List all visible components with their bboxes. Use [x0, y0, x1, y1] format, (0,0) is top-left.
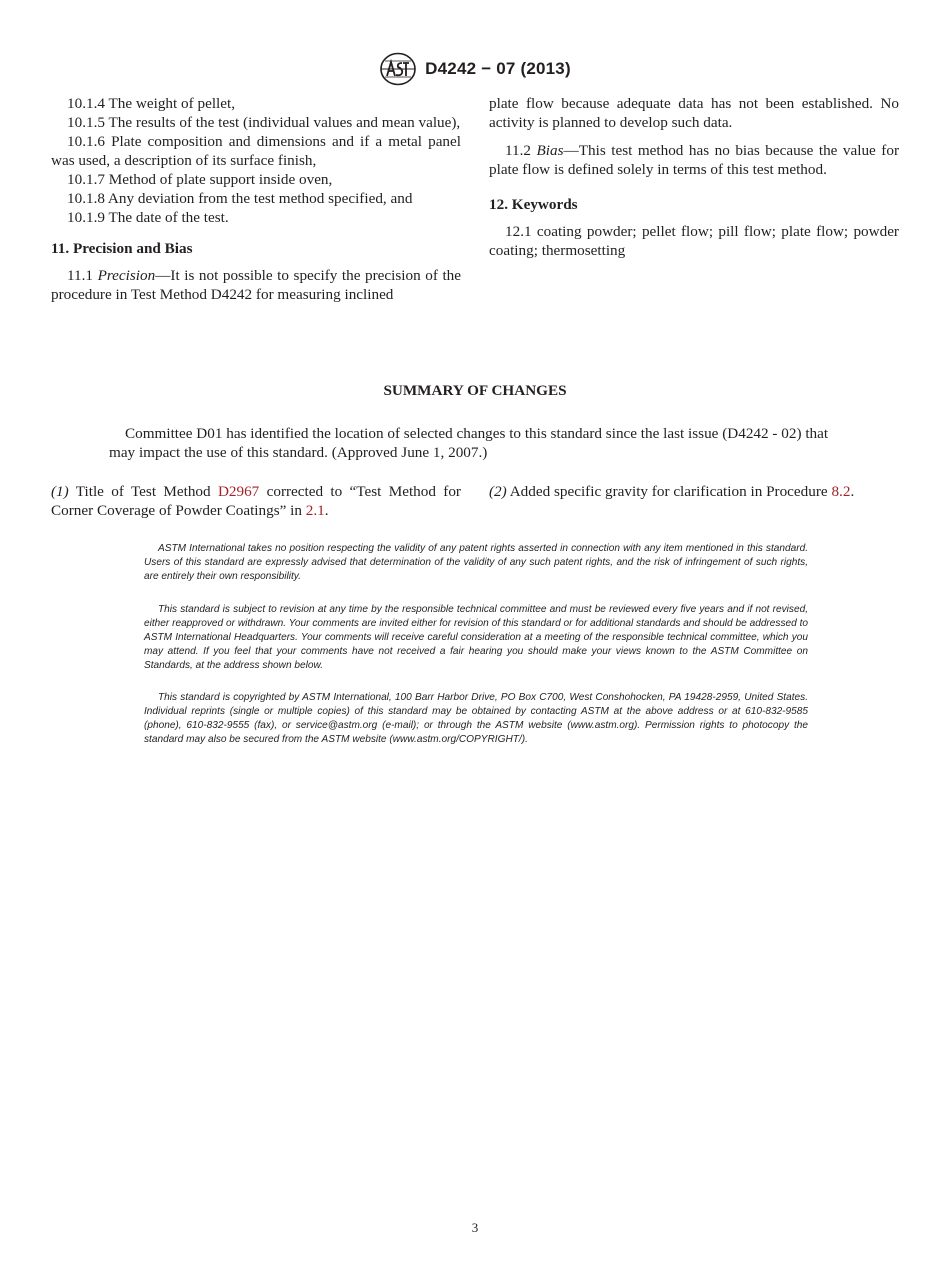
- item-10-1-5: 10.1.5 The results of the test (individual values and mean value),: [67, 114, 461, 131]
- paragraph-12-1: 12.1 coating powder; pellet flow; pill flow; plate flow; powder coating; thermosetting: [489, 223, 899, 259]
- change-2-end: .: [850, 483, 855, 500]
- change-1-end: .: [324, 502, 329, 519]
- paragraph-11-1-number: 11.1: [67, 267, 94, 284]
- revision-notice-text: This standard is subject to revision at any time by the responsible technical committee and must be reviewed every five years and if not revised, either reapproved or withdrawn. Your comments are invited either for revision of this standard or for additional standards and should be addressed to ASTM International Headquarters. Your comments will receive careful consideration at a meeting of the responsible technical committee, which you may attend. If you feel that your comments have not received a fair hearing you should make your views known to the ASTM Committee on Standards, at the address shown below.: [144, 604, 808, 671]
- change-item-1: [51, 482, 461, 520]
- paragraph-11-1-text: —It is not possible to specify the precision of the procedure in Test Method D4242 for measuring inclined: [51, 267, 461, 303]
- change-2-text: [489, 482, 899, 501]
- standard-designation: D4242 − 07 (2013): [425, 59, 571, 78]
- paragraph-11-2: [489, 141, 899, 179]
- summary-intro: [109, 424, 849, 462]
- change-item-2: [489, 482, 899, 501]
- section-8-2-link[interactable]: 8.2: [831, 483, 851, 500]
- summary-intro-text: Committee D01 has identified the location of selected changes to this standard since the last issue (D4242 - 02) that may impact the use of this standard. (Approved June 1, 2007.): [109, 425, 829, 461]
- summary-of-changes-title: SUMMARY OF CHANGES: [383, 382, 567, 399]
- item-10-1-7: 10.1.7 Method of plate support inside oven,: [67, 171, 333, 188]
- copyright-notice-text: This standard is copyrighted by ASTM International, 100 Barr Harbor Drive, PO Box C700, West Conshohocken, PA 19428-2959, United States. Individual reprints (single or multiple copies) of this standard may be obtained by contacting ASTM at the above address or at 610-832-9585 (phone), 610-832-9555 (fax), or service@astm.org (e-mail); or through the ASTM website (www.astm.org). Permission rights to photocopy the standard may also be secured from the ASTM website (www.astm.org/COPYRIGHT/).: [144, 692, 808, 745]
- paragraph-11-1: [51, 266, 461, 304]
- copyright-notice: [144, 691, 808, 747]
- page-header: [0, 52, 950, 86]
- section-2-1-link[interactable]: 2.1: [305, 502, 325, 519]
- item-10-1-9: 10.1.9 The date of the test.: [67, 209, 229, 226]
- change-2-before: Added specific gravity for clarification in Procedure: [509, 483, 828, 500]
- change-1-text: [51, 482, 461, 520]
- revision-notice: [144, 603, 808, 673]
- change-1-marker: (1): [51, 483, 69, 500]
- paragraph-11-1-continued: plate flow because adequate data has not been established. No activity is planned to develop such data.: [489, 95, 899, 131]
- right-column: [489, 94, 899, 260]
- item-10-1-6: 10.1.6 Plate composition and dimensions and if a metal panel was used, a description of its surface finish,: [51, 133, 461, 169]
- d2967-link[interactable]: D2967: [217, 483, 260, 500]
- bias-label: Bias: [536, 142, 564, 159]
- astm-logo-icon: [379, 52, 417, 86]
- paragraph-11-2-number: 11.2: [505, 142, 532, 159]
- paragraph-11-2-text: —This test method has no bias because the value for plate flow is defined solely in terms of this test method.: [489, 142, 900, 178]
- change-1-middle: corrected to “Test Method for Corner Coverage of Powder Coatings” in: [51, 483, 461, 519]
- precision-label: Precision: [97, 267, 156, 284]
- page-number: 3: [471, 1220, 479, 1235]
- change-1-before: Title of Test Method: [75, 483, 211, 500]
- section-11-heading: 11. Precision and Bias: [51, 240, 193, 257]
- item-10-1-8: 10.1.8 Any deviation from the test method specified, and: [67, 190, 413, 207]
- patent-notice: [144, 542, 808, 584]
- change-2-marker: (2): [489, 483, 507, 500]
- section-12-heading: 12. Keywords: [489, 196, 578, 213]
- left-column: [51, 94, 461, 304]
- item-10-1-4: 10.1.4 The weight of pellet,: [67, 95, 236, 112]
- patent-notice-text: ASTM International takes no position respecting the validity of any patent rights asserted in connection with any item mentioned in this standard. Users of this standard are expressly advised that determination of the validity of any such patent rights, and the risk of infringement of such rights, are entirely their own responsibility.: [144, 543, 808, 582]
